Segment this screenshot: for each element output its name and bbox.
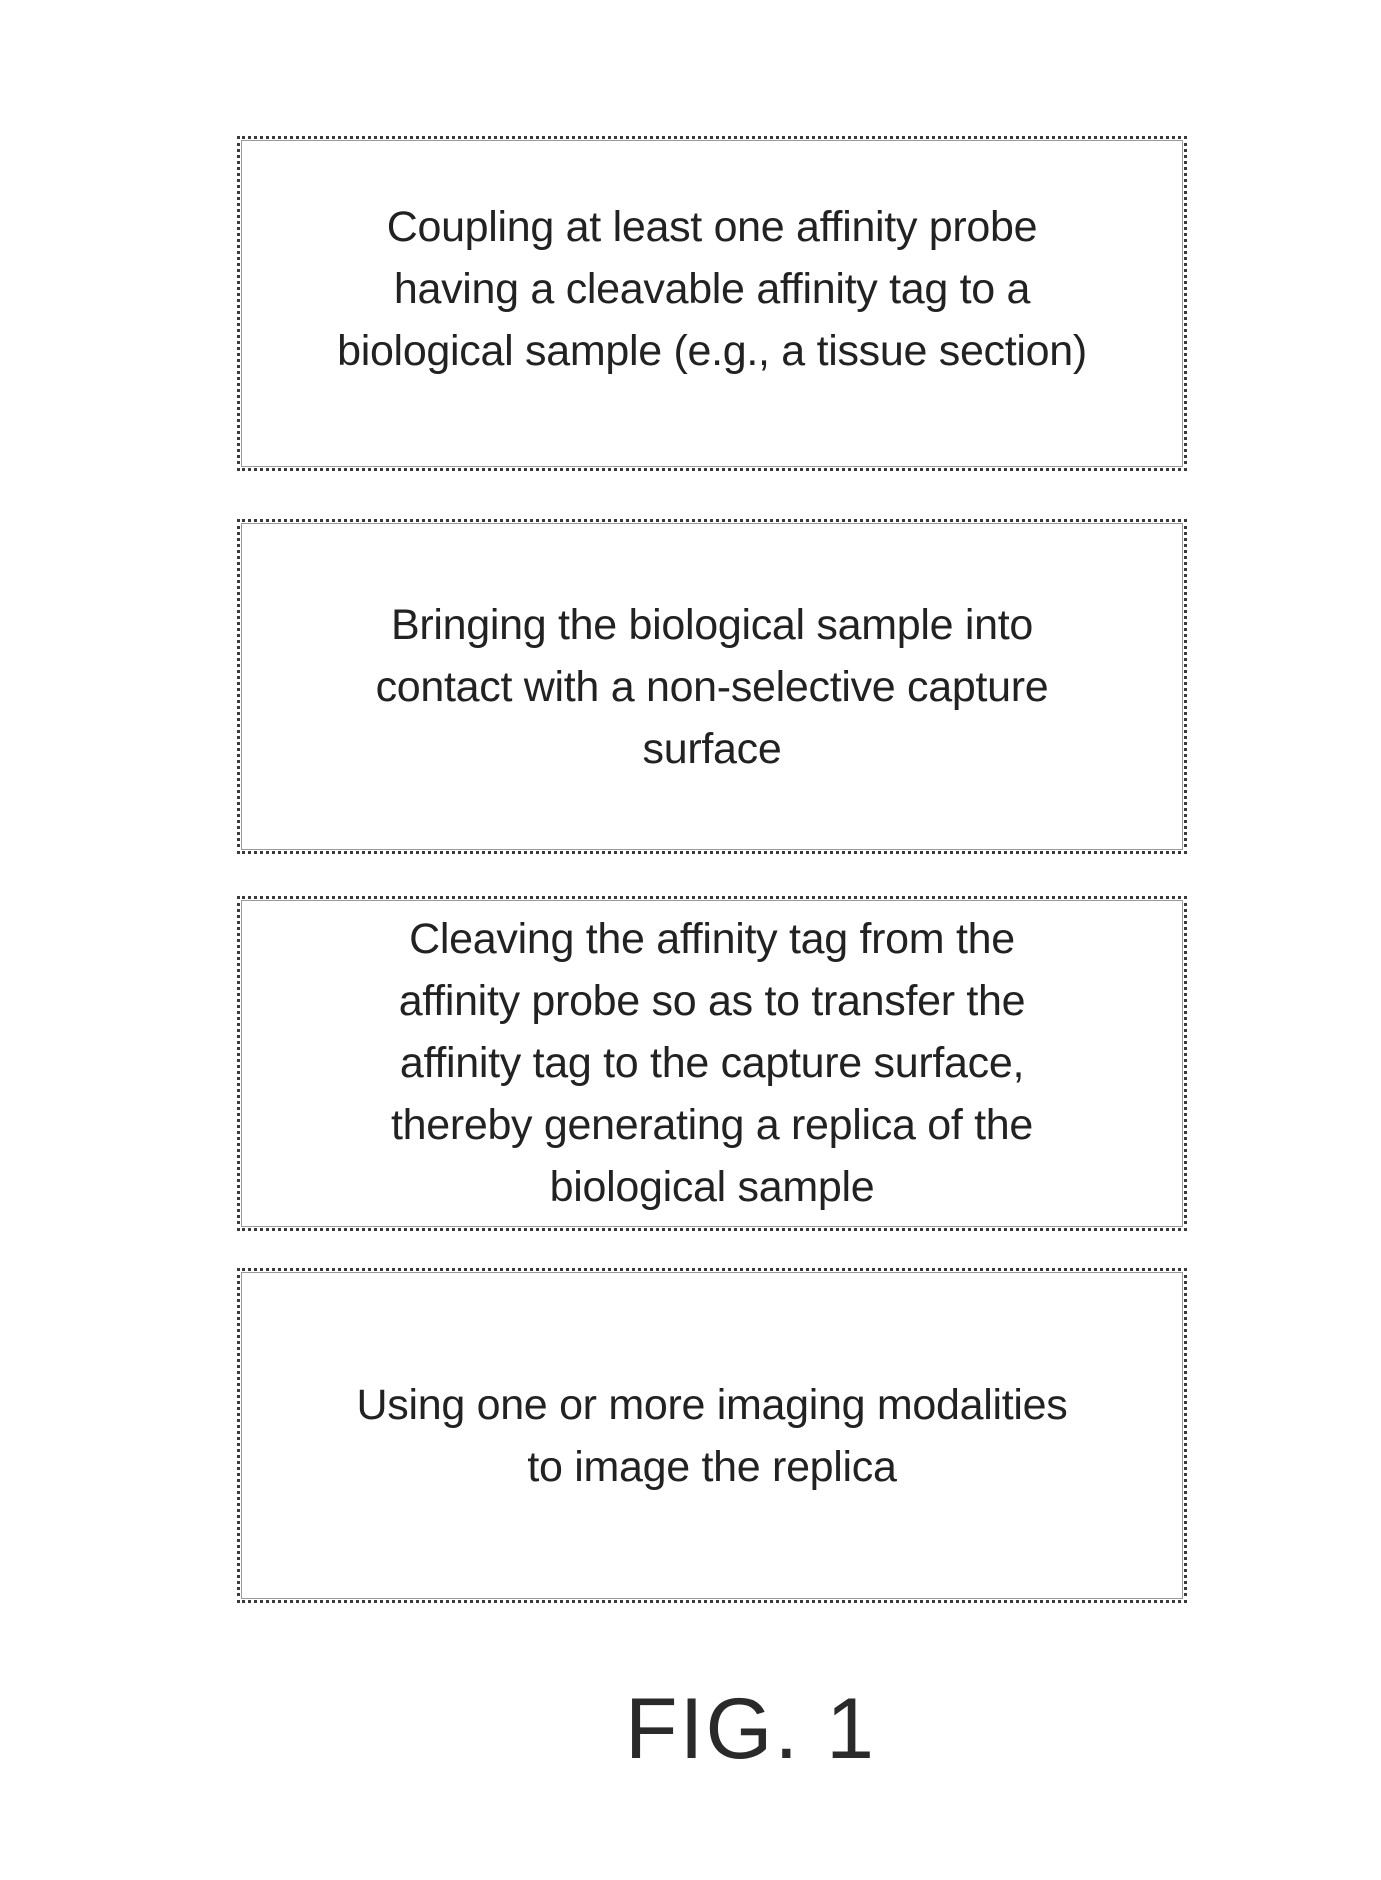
step-1-box — [237, 136, 1187, 471]
step-2-box — [237, 519, 1187, 854]
step-3-text: Cleaving the affinity tag from the affinity probe so as to transfer the affinity tag to the capture surface, thereby generating a replica of the biological sample — [390, 914, 1034, 1211]
figure-label: FIG. 1 — [625, 1681, 876, 1777]
step-2-text: Bringing the biological sample into contact with a non-selective capture surface — [375, 600, 1049, 773]
step-4-box — [237, 1268, 1187, 1603]
step-4-text: Using one or more imaging modalities to image the replica — [356, 1380, 1068, 1491]
step-3-box — [237, 896, 1187, 1231]
step-1-text: Coupling at least one affinity probe having a cleavable affinity tag to a biological sample (e.g., a tissue section) — [337, 202, 1087, 375]
